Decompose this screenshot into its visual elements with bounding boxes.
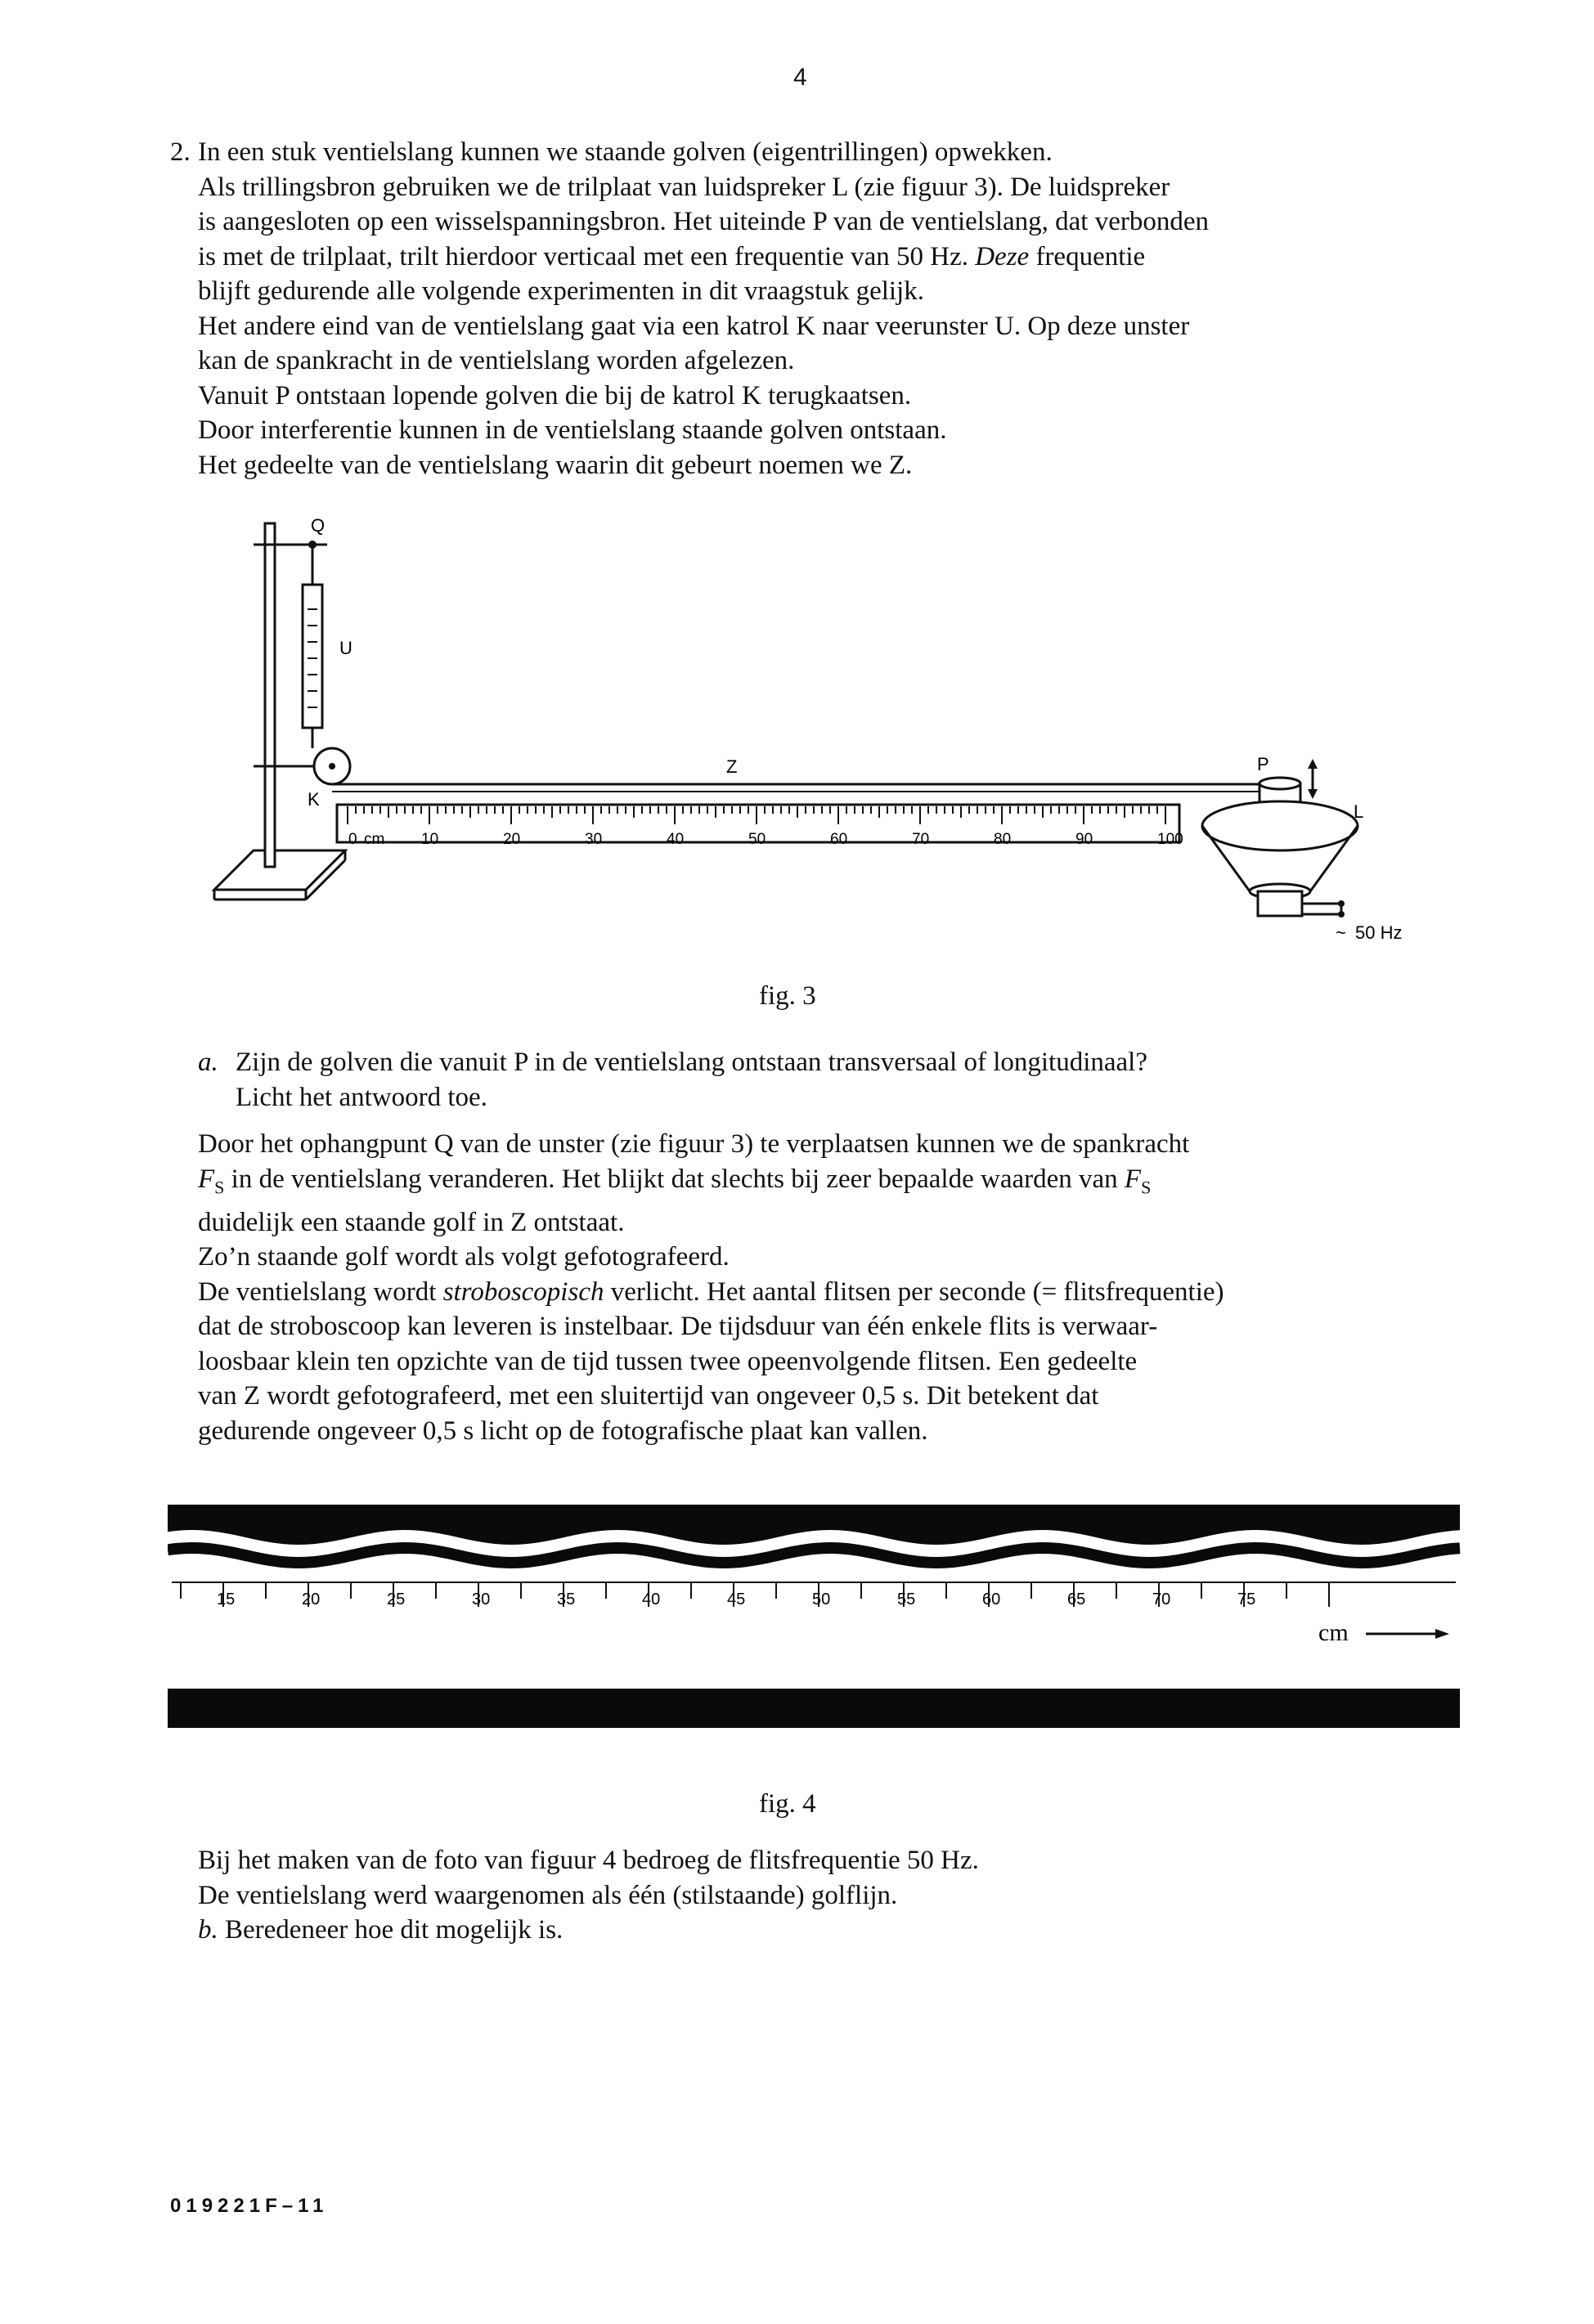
p2-line-2: $F_S$ in de ventielslang veranderen. Het blijkt dat slechts bij zeer bepaalde waarden van $F_S$ — [198, 1164, 1152, 1198]
p2-line-3: duidelijk een staande golf in Z ontstaat. — [198, 1207, 625, 1237]
q2-line-1: In een stuk ventielslang kunnen we staande golven (eigentrillingen) opwekken. — [198, 137, 1053, 167]
p3-line-2: De ventielslang werd waargenomen als één (stilstaande) golflijn. — [198, 1880, 898, 1910]
photo-tick-label: 40 — [642, 1590, 661, 1608]
q2-line-10: Het gedeelte van de ventielslang waarin dit gebeurt noemen we Z. — [198, 450, 913, 480]
q2-line-4: is met de trilplaat, trilt hierdoor verticaal met een frequentie van 50 Hz. Deze frequentie — [198, 241, 1146, 271]
label-l: L — [1354, 801, 1364, 822]
label-z: Z — [726, 756, 738, 777]
question-a — [198, 1045, 1147, 1115]
question-a-line-1: Zijn de golven die vanuit P in de ventielslang ontstaan transversaal of longitudinaal? — [236, 1048, 1147, 1077]
ruler-tick-label: 100 — [1157, 831, 1183, 848]
figure-4-caption: fig. 4 — [759, 1789, 816, 1819]
p2-line-6: dat de stroboscoop kan leveren is instelbaar. De tijdsduur van één enkele flits is verwaar- — [198, 1312, 1158, 1342]
photo-tick-label: 30 — [472, 1590, 491, 1608]
photo-unit: cm — [1318, 1619, 1349, 1646]
label-u: U — [339, 638, 352, 658]
ruler-tick-label: 50 — [748, 831, 766, 848]
p2-line-7: loosbaar klein ten opzichte van de tijd tussen twee opeenvolgende flitsen. Een gedeelte — [198, 1346, 1138, 1376]
ruler-tick-label: 0 — [348, 831, 357, 848]
loudspeaker-l — [1202, 759, 1358, 917]
question-a-line-2: Licht het antwoord toe. — [236, 1082, 487, 1112]
ruler-unit: cm — [364, 831, 385, 848]
deze-italic: Deze — [975, 241, 1030, 271]
paragraph-flash-frequency — [198, 1843, 979, 1948]
q2-line-9: Door interferentie kunnen in de ventielslang staande golven ontstaan. — [198, 415, 947, 445]
question-b: b. Beredeneer hoe dit mogelijk is. — [198, 1915, 564, 1945]
spring-balance-u — [303, 585, 322, 728]
figure-4-photo — [168, 1501, 1464, 1730]
photo-tick-label: 55 — [897, 1590, 916, 1608]
label-frequency: 50 Hz — [1355, 922, 1403, 943]
stand-pole — [265, 523, 275, 867]
photo-bottom-band — [168, 1689, 1460, 1728]
ruler-tick-label: 20 — [503, 831, 521, 848]
p2-line-4: Zo’n staande golf wordt als volgt gefotografeerd. — [198, 1242, 730, 1272]
p2-line-5: De ventielslang wordt stroboscopisch verlicht. Het aantal flitsen per seconde (= flitsfrequentie) — [198, 1276, 1224, 1307]
label-q: Q — [311, 515, 326, 536]
page-number: 4 — [793, 64, 807, 91]
question-b-marker: b. — [198, 1915, 218, 1945]
question-a-marker: a. — [198, 1048, 218, 1077]
ruler-tick-label: 80 — [994, 831, 1012, 848]
photo-tick-label: 65 — [1067, 1590, 1086, 1608]
photo-tick-label: 70 — [1152, 1590, 1171, 1608]
question-2 — [170, 135, 1209, 482]
q2-line-7: kan de spankracht in de ventielslang worden afgelezen. — [198, 346, 795, 375]
photo-tick-label: 60 — [982, 1590, 1001, 1608]
photo-tick-label: 35 — [557, 1590, 576, 1608]
p2-line-9: gedurende ongeveer 0,5 s licht op de fotografische plaat kan vallen. — [198, 1415, 928, 1446]
p2-line-8: van Z wordt gefotografeerd, met een sluitertijd van ongeveer 0,5 s. Dit betekent dat — [198, 1381, 1099, 1411]
q2-line-6: Het andere eind van de ventielslang gaat via een katrol K naar veerunster U. Op deze unster — [198, 311, 1190, 341]
p3-line-1: Bij het maken van de foto van figuur 4 bedroeg de flitsfrequentie 50 Hz. — [198, 1846, 979, 1875]
q2-line-3: is aangesloten op een wisselspanningsbron. Het uiteinde P van de ventielslang, dat verbonden — [198, 207, 1209, 236]
figure-3-apparatus — [204, 507, 1431, 965]
photo-tick-label: 45 — [727, 1590, 746, 1608]
photo-tick-label: 75 — [1237, 1590, 1256, 1608]
q2-line-2: Als trillingsbron gebruiken we de trilplaat van luidspreker L (zie figuur 3). De luidspreker — [198, 172, 1170, 202]
photo-tick-label: 20 — [302, 1590, 321, 1608]
label-p: P — [1257, 754, 1269, 774]
ruler-tick-label: 40 — [667, 831, 685, 848]
ruler-tick-label: 70 — [912, 831, 930, 848]
question-number: 2. — [170, 137, 191, 167]
ruler-tick-label: 30 — [585, 831, 603, 848]
q2-line-5: blijft gedurende alle volgende experimenten in dit vraagstuk gelijk. — [198, 276, 924, 306]
photo-tick-label: 15 — [217, 1590, 236, 1608]
stand-base — [214, 850, 345, 890]
ruler-tick-label: 60 — [830, 831, 848, 848]
figure-3-caption: fig. 3 — [759, 981, 816, 1011]
paragraph-stroboscope — [198, 1127, 1224, 1448]
photo-tick-label: 25 — [387, 1590, 406, 1608]
photo-tick-label: 50 — [812, 1590, 831, 1608]
ruler-tick-label: 90 — [1075, 831, 1093, 848]
footer-code: 019221F–11 — [170, 2195, 329, 2217]
q2-line-8: Vanuit P ontstaan lopende golven die bij de katrol K terugkaatsen. — [198, 380, 912, 411]
label-tilde: ~ — [1336, 922, 1346, 943]
label-k: K — [308, 789, 320, 810]
p2-line-1: Door het ophangpunt Q van de unster (zie figuur 3) te verplaatsen kunnen we de spankracht — [198, 1129, 1190, 1159]
ruler-tick-label: 10 — [421, 831, 439, 848]
